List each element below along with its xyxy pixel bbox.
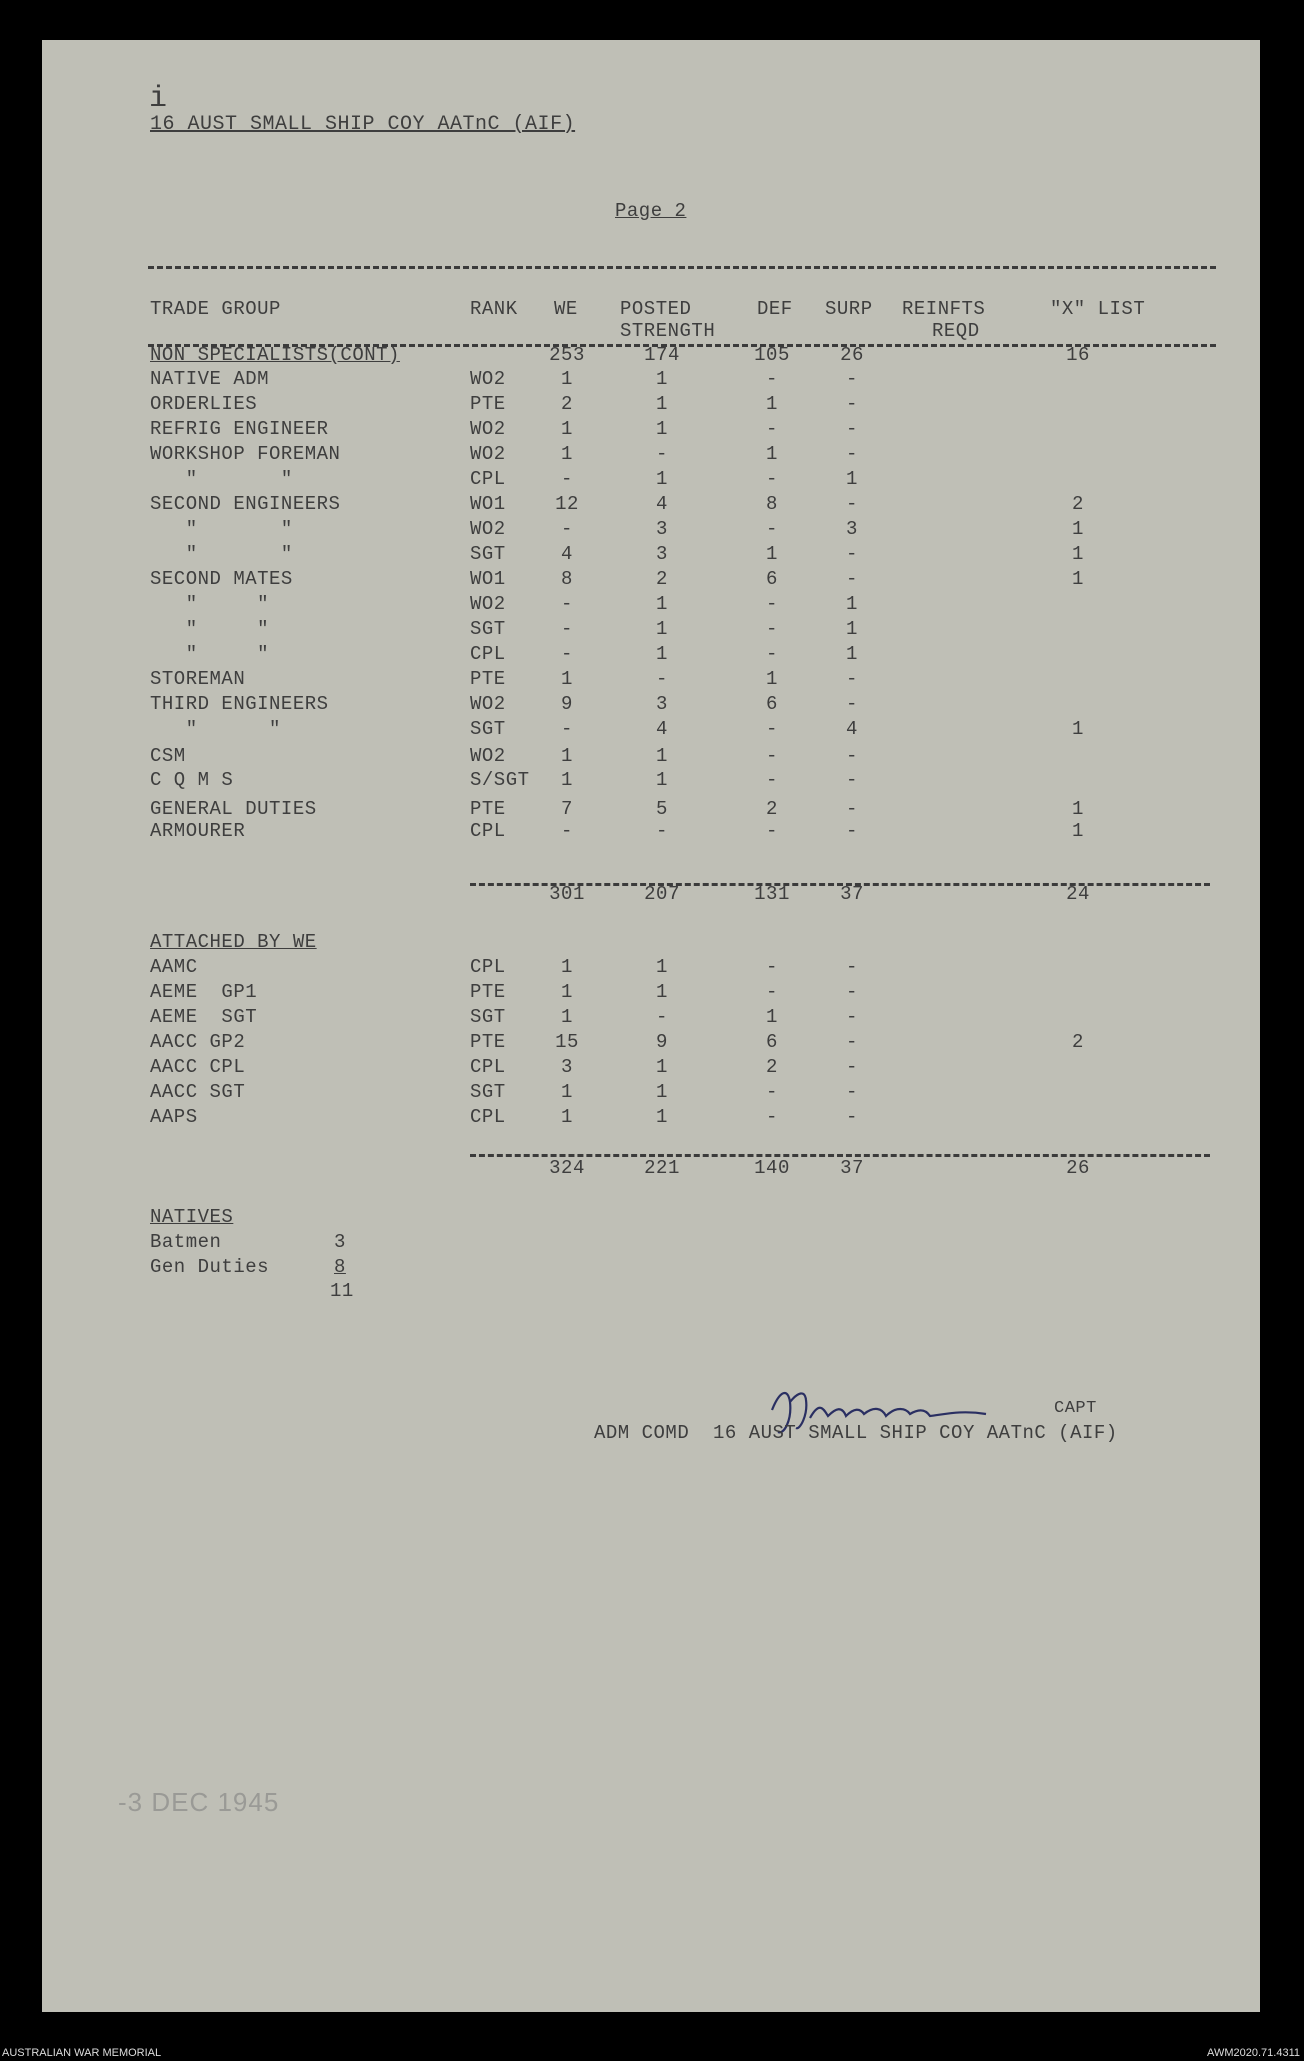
cell-trade: STOREMAN [150,668,246,690]
cell-posted: 1 [656,368,668,390]
cell-we: - [561,643,573,665]
cell-surp: - [846,668,858,690]
cell-we: 1 [561,668,573,690]
cell-xlist: 1 [1072,568,1084,590]
cell-we: 15 [555,1031,579,1053]
cell-posted: 1 [656,393,668,415]
cell-trade: SECOND MATES [150,568,293,590]
signature-line: ADM COMD 16 AUST SMALL SHIP COY AATnC (AIF) [594,1422,1118,1444]
cell-def: - [766,820,778,842]
cell-xlist: 1 [1072,518,1084,540]
cell-we: 3 [561,1056,573,1078]
cell-def: 1 [766,668,778,690]
cell-surp: - [846,493,858,515]
footer [0,2046,1304,2061]
cell-trade: AAPS [150,1106,198,1128]
cell-rank: WO2 [470,443,506,465]
cell-rank: SGT [470,718,506,740]
cell-xlist: 1 [1072,543,1084,565]
cell-surp: - [846,769,858,791]
cell-def: 8 [766,493,778,515]
cell-trade: " " [150,518,293,540]
cell-rank: CPL [470,468,506,490]
carried-posted: 174 [644,344,680,366]
cell-posted: - [656,1006,668,1028]
col-reinfts-2: REQD [932,320,980,342]
total2-xlist: 26 [1066,1157,1090,1179]
cell-surp: 1 [846,468,858,490]
cell-xlist: 1 [1072,798,1084,820]
cell-rank: SGT [470,543,506,565]
cell-posted: 1 [656,1056,668,1078]
section-title: NON SPECIALISTS(CONT) [150,344,400,366]
cell-posted: - [656,668,668,690]
cell-surp: - [846,368,858,390]
cell-rank: WO2 [470,368,506,390]
cell-surp: - [846,745,858,767]
cell-trade: " " [150,718,281,740]
cell-trade: ORDERLIES [150,393,258,415]
cell-we: 1 [561,769,573,791]
cell-trade: REFRIG ENGINEER [150,418,329,440]
cell-def: 6 [766,568,778,590]
cell-rank: CPL [470,820,506,842]
col-trade-group: TRADE GROUP [150,298,281,320]
cell-def: - [766,1106,778,1128]
col-posted-2: STRENGTH [620,320,716,342]
cell-rank: PTE [470,798,506,820]
cell-posted: 1 [656,618,668,640]
cell-we: 1 [561,418,573,440]
cell-posted: 1 [656,1081,668,1103]
cell-rank: WO2 [470,745,506,767]
total1-surp: 37 [840,883,864,905]
carried-xlist: 16 [1066,344,1090,366]
footer-reference: AWM2020.71.4311 [1207,2047,1300,2059]
cell-surp: 1 [846,618,858,640]
cell-we: 9 [561,693,573,715]
date-stamp: -3 DEC 1945 [118,1787,280,1817]
footer-source: AUSTRALIAN WAR MEMORIAL [2,2047,162,2059]
col-rank: RANK [470,298,518,320]
cell-surp: - [846,543,858,565]
cell-rank: SGT [470,618,506,640]
cell-trade: AAMC [150,956,198,978]
cell-trade: C Q M S [150,769,234,791]
cell-def: 1 [766,543,778,565]
cell-def: - [766,981,778,1003]
cell-trade: AACC CPL [150,1056,246,1078]
cell-def: 2 [766,798,778,820]
cell-we: - [561,618,573,640]
col-reinfts: REINFTS [902,298,986,320]
cell-surp: - [846,1006,858,1028]
cell-def: - [766,468,778,490]
natives-title: NATIVES [150,1206,234,1228]
cell-we: 1 [561,981,573,1003]
carried-surp: 26 [840,344,864,366]
total1-def: 131 [754,883,790,905]
total2-posted: 221 [644,1157,680,1179]
cell-def: - [766,745,778,767]
cell-trade: AACC SGT [150,1081,246,1103]
cell-posted: 3 [656,543,668,565]
cell-trade: SECOND ENGINEERS [150,493,341,515]
total2-surp: 37 [840,1157,864,1179]
cell-rank: S/SGT [470,769,530,791]
page-label: Page 2 [615,200,687,222]
cell-rank: WO2 [470,693,506,715]
cell-we: 1 [561,1081,573,1103]
cell-trade: WORKSHOP FOREMAN [150,443,341,465]
cell-posted: - [656,820,668,842]
natives-batmen-value: 3 [334,1231,346,1253]
document-heading: 16 AUST SMALL SHIP COY AATnC (AIF) [150,113,576,136]
cell-trade: ARMOURER [150,820,246,842]
cell-posted: 1 [656,643,668,665]
cell-rank: CPL [470,1056,506,1078]
cell-def: - [766,718,778,740]
cell-posted: 1 [656,769,668,791]
cell-rank: SGT [470,1006,506,1028]
cell-xlist: 2 [1072,1031,1084,1053]
cell-posted: 2 [656,568,668,590]
cell-def: 1 [766,393,778,415]
header-rule [148,266,1216,269]
cell-posted: 1 [656,1106,668,1128]
cell-we: - [561,593,573,615]
cell-we: 1 [561,745,573,767]
cell-posted: - [656,443,668,465]
cell-def: 1 [766,1006,778,1028]
cell-posted: 1 [656,593,668,615]
cell-we: - [561,718,573,740]
cell-def: - [766,518,778,540]
cell-posted: 3 [656,693,668,715]
cell-def: 6 [766,1031,778,1053]
natives-total: 11 [330,1280,354,1302]
cell-we: 1 [561,956,573,978]
margin-mark: i [149,82,168,116]
cell-trade: " " [150,543,293,565]
cell-def: - [766,368,778,390]
cell-we: 2 [561,393,573,415]
cell-we: 8 [561,568,573,590]
cell-rank: PTE [470,1031,506,1053]
cell-posted: 9 [656,1031,668,1053]
cell-rank: WO2 [470,593,506,615]
cell-surp: - [846,693,858,715]
cell-rank: SGT [470,1081,506,1103]
cell-we: 1 [561,1106,573,1128]
cell-we: - [561,820,573,842]
cell-trade: CSM [150,745,186,767]
cell-rank: PTE [470,668,506,690]
cell-trade: AACC GP2 [150,1031,246,1053]
cell-rank: WO1 [470,493,506,515]
cell-surp: - [846,820,858,842]
cell-surp: - [846,393,858,415]
total1-we: 301 [549,883,585,905]
cell-we: 7 [561,798,573,820]
attached-section-title: ATTACHED BY WE [150,931,317,953]
cell-rank: PTE [470,981,506,1003]
cell-rank: WO2 [470,518,506,540]
cell-posted: 1 [656,745,668,767]
total1-xlist: 24 [1066,883,1090,905]
cell-def: 1 [766,443,778,465]
cell-rank: CPL [470,643,506,665]
cell-surp: - [846,443,858,465]
cell-trade: NATIVE ADM [150,368,270,390]
cell-def: - [766,593,778,615]
cell-trade: AEME GP1 [150,981,258,1003]
cell-we: 1 [561,368,573,390]
cell-we: - [561,518,573,540]
cell-surp: - [846,568,858,590]
carried-we: 253 [549,344,585,366]
cell-surp: - [846,1106,858,1128]
cell-surp: - [846,798,858,820]
total1-posted: 207 [644,883,680,905]
cell-trade: " " [150,618,270,640]
total2-we: 324 [549,1157,585,1179]
cell-def: - [766,956,778,978]
cell-def: 6 [766,693,778,715]
cell-posted: 5 [656,798,668,820]
cell-rank: WO2 [470,418,506,440]
cell-rank: PTE [470,393,506,415]
cell-posted: 1 [656,956,668,978]
natives-gen-duties-value: 8 [334,1256,346,1278]
cell-surp: - [846,1031,858,1053]
cell-posted: 1 [656,468,668,490]
cell-surp: - [846,418,858,440]
cell-surp: 1 [846,593,858,615]
cell-trade: " " [150,593,270,615]
cell-posted: 4 [656,493,668,515]
cell-def: 2 [766,1056,778,1078]
col-posted: POSTED [620,298,692,320]
cell-posted: 3 [656,518,668,540]
cell-posted: 4 [656,718,668,740]
natives-batmen-label: Batmen [150,1231,222,1253]
cell-surp: - [846,1081,858,1103]
cell-we: 4 [561,543,573,565]
cell-we: - [561,468,573,490]
cell-rank: CPL [470,956,506,978]
cell-posted: 1 [656,418,668,440]
document-page [42,40,1260,2012]
cell-rank: CPL [470,1106,506,1128]
cell-def: - [766,618,778,640]
cell-trade: " " [150,643,270,665]
cell-xlist: 2 [1072,493,1084,515]
total2-def: 140 [754,1157,790,1179]
cell-xlist: 1 [1072,718,1084,740]
cell-def: - [766,418,778,440]
natives-gen-duties-label: Gen Duties [150,1256,270,1278]
cell-posted: 1 [656,981,668,1003]
cell-trade: THIRD ENGINEERS [150,693,329,715]
col-we: WE [554,298,578,320]
cell-surp: 1 [846,643,858,665]
cell-surp: - [846,981,858,1003]
cell-we: 1 [561,443,573,465]
cell-surp: 3 [846,518,858,540]
cell-we: 1 [561,1006,573,1028]
cell-surp: - [846,1056,858,1078]
cell-surp: - [846,956,858,978]
carried-def: 105 [754,344,790,366]
cell-def: - [766,1081,778,1103]
cell-trade: AEME SGT [150,1006,258,1028]
cell-trade: " " [150,468,293,490]
cell-xlist: 1 [1072,820,1084,842]
cell-def: - [766,643,778,665]
signature-rank: CAPT [1054,1399,1097,1418]
cell-trade: GENERAL DUTIES [150,798,317,820]
cell-surp: 4 [846,718,858,740]
col-def: DEF [757,298,793,320]
col-x-list: "X" LIST [1050,298,1146,320]
cell-def: - [766,769,778,791]
cell-rank: WO1 [470,568,506,590]
col-surp: SURP [825,298,873,320]
cell-we: 12 [555,493,579,515]
